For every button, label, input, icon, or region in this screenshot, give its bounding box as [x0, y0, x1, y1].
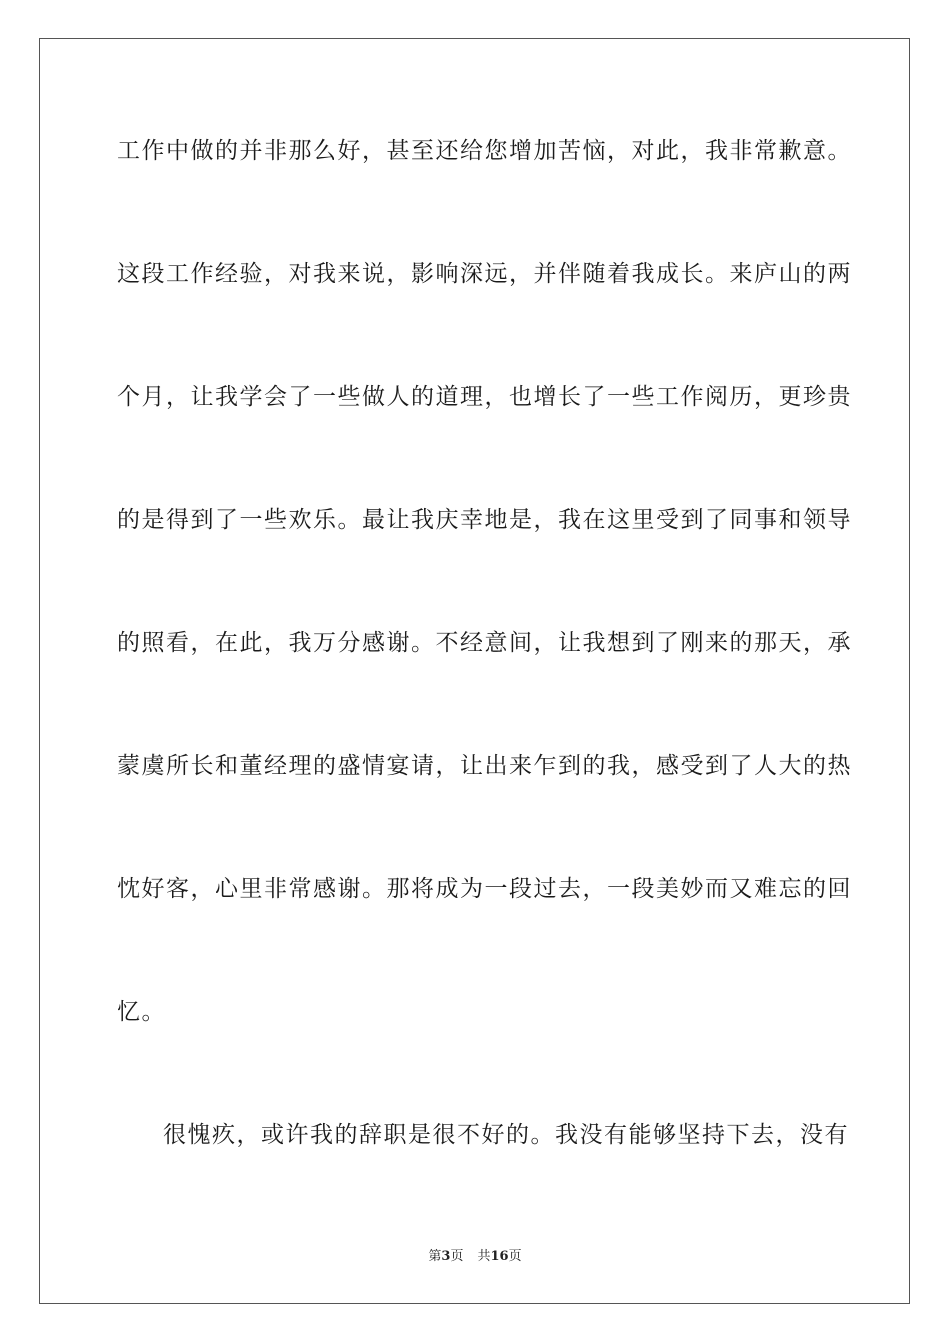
text-line: 个月，让我学会了一些做人的道理，也增长了一些工作阅历，更珍贵	[117, 384, 852, 410]
text-line: 的是得到了一些欢乐。最让我庆幸地是，我在这里受到了同事和领导	[117, 507, 852, 533]
total-pages: 16	[490, 1249, 509, 1264]
text-line: 忆。	[117, 999, 166, 1025]
page-suffix: 页	[450, 1249, 464, 1264]
text-line: 蒙虞所长和董经理的盛情宴请，让出来乍到的我，感受到了人大的热	[117, 753, 852, 779]
total-suffix: 页	[508, 1249, 522, 1264]
page-footer	[0, 1248, 950, 1266]
text-line: 工作中做的并非那么好，甚至还给您增加苦恼，对此，我非常歉意。	[117, 138, 852, 164]
text-line: 这段工作经验，对我来说，影响深远，并伴随着我成长。来庐山的两	[117, 261, 852, 287]
paragraph-first-line: 很愧疚，或许我的辞职是很不好的。我没有能够坚持下去，没有	[163, 1122, 849, 1148]
text-line: 忱好客，心里非常感谢。那将成为一段过去，一段美妙而又难忘的回	[117, 876, 852, 902]
page-prefix: 第	[428, 1249, 442, 1264]
total-prefix: 共	[477, 1249, 491, 1264]
text-line: 的照看，在此，我万分感谢。不经意间，让我想到了刚来的那天，承	[117, 630, 852, 656]
page-border	[39, 38, 910, 1304]
page-number: 3	[441, 1249, 451, 1264]
